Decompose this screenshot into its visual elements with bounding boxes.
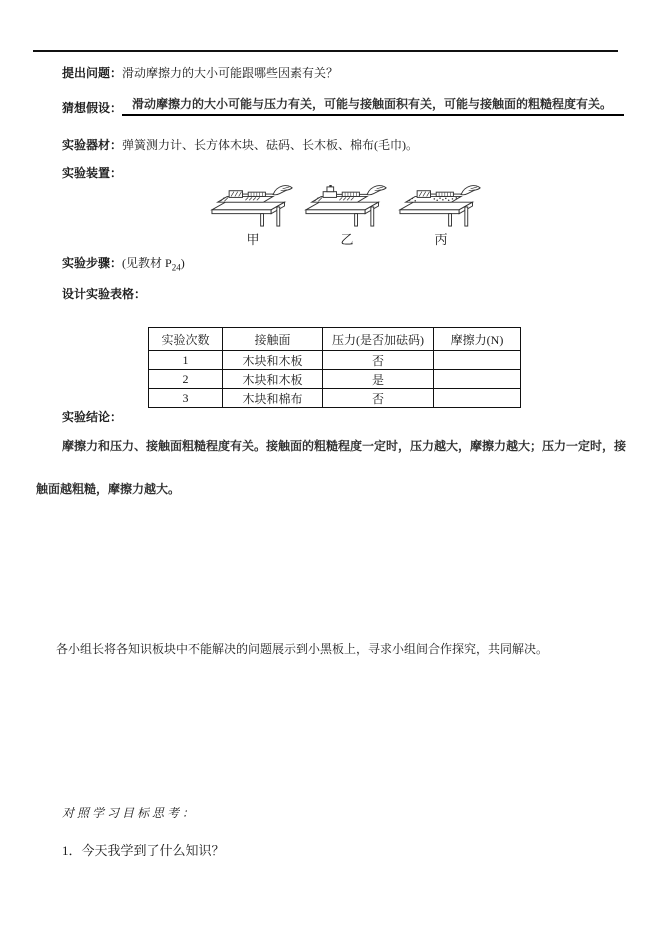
hypothesis-answer-field: 滑动摩擦力的大小可能与压力有关，可能与接触面积有关，可能与接触面的粗糙程度有关。 xyxy=(122,96,624,116)
col-header-surface: 接触面 xyxy=(223,328,323,351)
steps-text-suffix: ) xyxy=(180,256,185,270)
col-header-pressure: 压力(是否加砝码) xyxy=(323,328,434,351)
table-row xyxy=(149,389,521,408)
col-header-trial: 实验次数 xyxy=(149,328,223,351)
cell-friction-1 xyxy=(434,351,521,370)
cell-surface-2: 木块和木板 xyxy=(223,370,323,389)
table-design-label: 设计实验表格： xyxy=(62,287,147,301)
table-design-line xyxy=(62,286,146,302)
materials-text: 弹簧测力计、长方体木块、砝码、长木板、棉布(毛巾)。 xyxy=(122,138,419,152)
cell-surface-3: 木块和棉布 xyxy=(223,389,323,408)
cell-pressure-2: 是 xyxy=(323,370,434,389)
apparatus-figure-yi xyxy=(302,185,392,248)
experiment-table xyxy=(148,327,521,408)
steps-label: 实验步骤： xyxy=(62,256,123,270)
figure-caption-jia: 甲 xyxy=(246,232,260,247)
group-cooperation-note: 各小组长将各知识板块中不能解决的问题展示到小黑板上，寻求小组间合作探究，共同解决。 xyxy=(56,642,549,656)
hypothesis-line xyxy=(62,96,624,116)
apparatus-figures xyxy=(208,185,486,248)
materials-label: 实验器材： xyxy=(62,138,123,152)
col-header-friction: 摩擦力(N) xyxy=(434,328,521,351)
cell-trial-2: 2 xyxy=(149,370,223,389)
cell-trial-3: 3 xyxy=(149,389,223,408)
steps-text-prefix: (见教材 P xyxy=(122,256,172,270)
apparatus-figure-jia xyxy=(208,185,298,248)
cell-pressure-1: 否 xyxy=(323,351,434,370)
apparatus-label: 实验装置： xyxy=(62,166,123,180)
experiment-table-with-weight-diagram-icon xyxy=(302,185,392,227)
reflection-heading: 对照学习目标思考： xyxy=(62,806,198,820)
experiment-table-diagram-icon xyxy=(208,185,298,227)
cell-surface-1: 木块和木板 xyxy=(223,351,323,370)
hypothesis-label: 猜想假设： xyxy=(62,101,123,115)
cell-friction-3 xyxy=(434,389,521,408)
table-row xyxy=(149,370,521,389)
figure-caption-bing: 丙 xyxy=(434,232,448,247)
conclusion-label: 实验结论： xyxy=(62,410,123,424)
table-header-row xyxy=(149,328,521,351)
question-text: 滑动摩擦力的大小可能跟哪些因素有关？ xyxy=(122,66,339,80)
question-line xyxy=(62,65,338,81)
cell-pressure-3: 否 xyxy=(323,389,434,408)
top-divider-line xyxy=(33,50,618,52)
steps-page-subscript: 24 xyxy=(171,262,181,273)
apparatus-line xyxy=(62,165,122,181)
conclusion-text: 摩擦力和压力、接触面粗糙程度有关。接触面的粗糙程度一定时，压力越大，摩擦力越大；压力一定时，接触面越粗糙，摩擦力越大。 xyxy=(36,439,627,496)
figure-caption-yi: 乙 xyxy=(340,232,354,247)
apparatus-figure-bing xyxy=(396,185,486,248)
table-row xyxy=(149,351,521,370)
steps-line xyxy=(62,255,185,275)
reflection-item-1: 1．今天我学到了什么知识？ xyxy=(62,843,225,858)
cell-friction-2 xyxy=(434,370,521,389)
conclusion-line xyxy=(62,409,122,425)
materials-line xyxy=(62,137,418,153)
experiment-table-rough-surface-diagram-icon xyxy=(396,185,486,227)
question-label: 提出问题： xyxy=(62,66,123,80)
cell-trial-1: 1 xyxy=(149,351,223,370)
